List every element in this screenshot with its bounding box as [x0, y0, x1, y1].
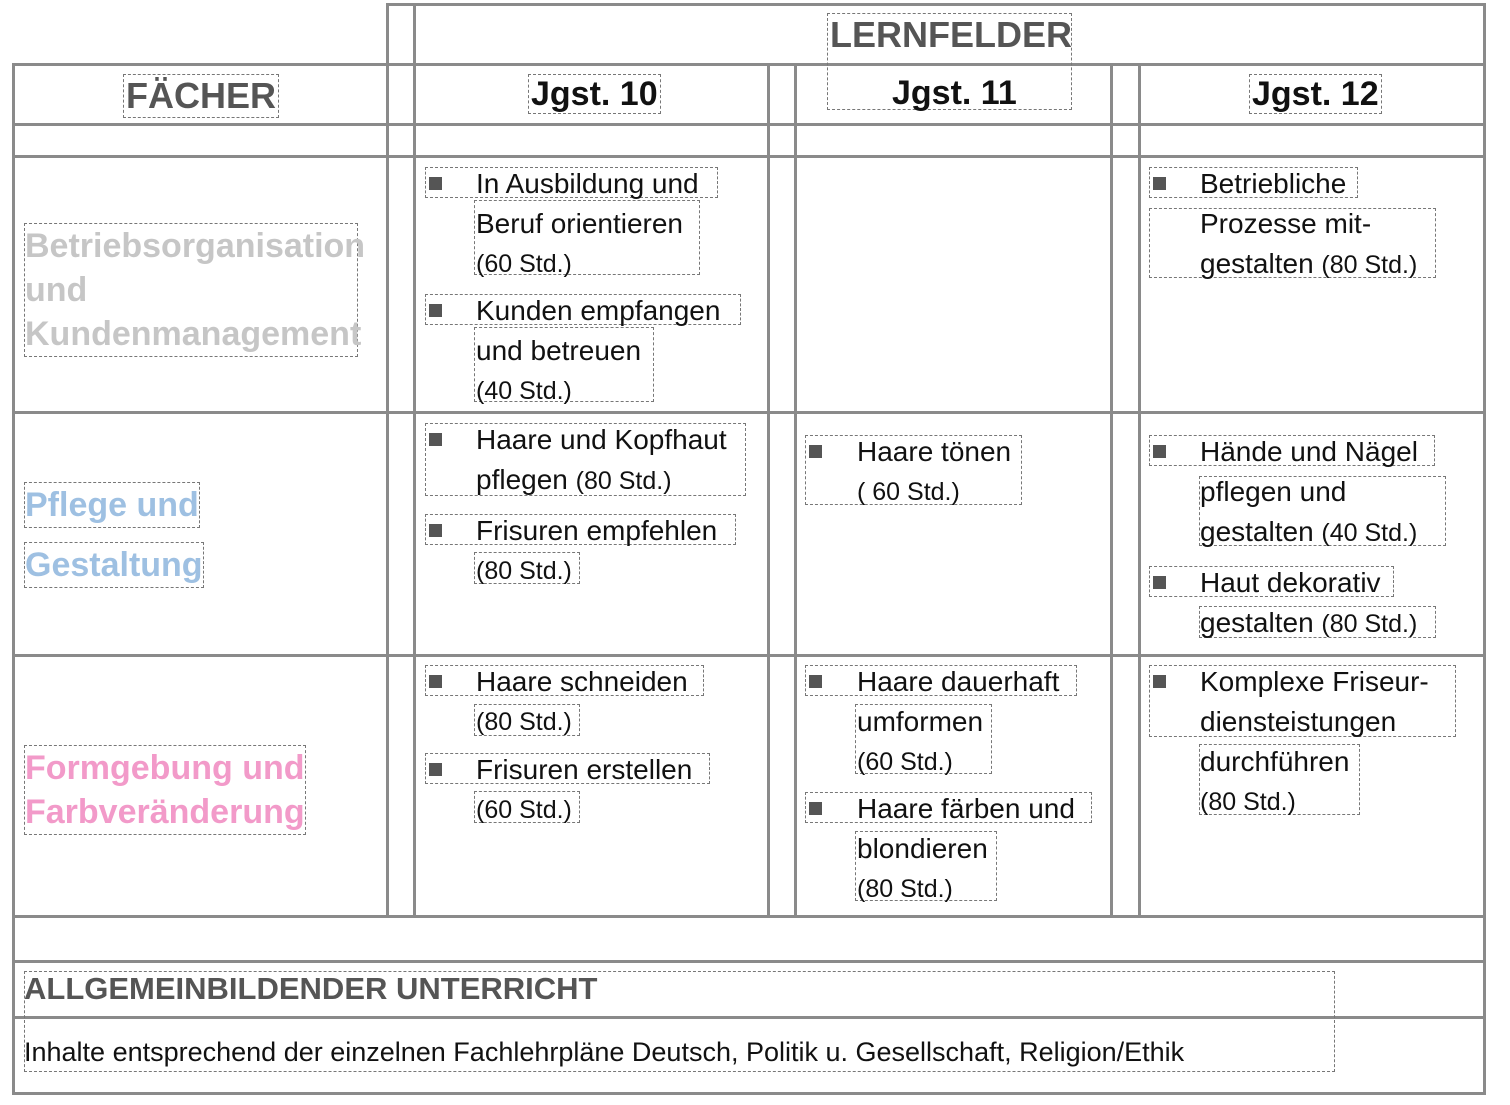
lernfeld-hours: (60 Std.) — [476, 250, 572, 278]
grid-line — [1483, 3, 1486, 1095]
lernfeld-line: umformen — [857, 706, 984, 737]
bullet-square-icon — [809, 802, 822, 815]
subject-line: Gestaltung — [24, 542, 204, 588]
lernfeld-line: Haare und Kopfhaut — [476, 424, 727, 455]
lernfeld-line: Haut dekorativ — [1200, 567, 1381, 598]
subject-line: Pflege und — [24, 482, 200, 528]
allgemein-content: Inhalte entsprechend der einzelnen Fachlehrpläne Deutsch, Politik u. Gesellschaft, Religion/Ethik — [24, 1037, 1185, 1067]
grid-line — [767, 63, 770, 918]
grid-line — [386, 3, 389, 918]
year-label: Jgst. 10 — [531, 75, 658, 113]
lernfeld-frisuren-erstellen — [476, 750, 692, 830]
lernfeld-haare-umformen — [857, 662, 1059, 782]
lernfeld-line: Prozesse mit- — [1200, 208, 1372, 239]
subject-line: Formgebung und — [25, 749, 305, 787]
lernfeld-line: Haare tönen — [857, 436, 1012, 467]
lernfeld-hours: (80 Std.) — [857, 875, 953, 903]
lernfeld-line: Haare färben und — [857, 793, 1075, 824]
bullet-square-icon — [1153, 445, 1166, 458]
bullet-square-icon — [809, 675, 822, 688]
lernfeld-hours: (60 Std.) — [857, 748, 953, 776]
lernfeld-line: Beruf orientieren — [476, 208, 684, 239]
lernfeld-line: gestalten — [1200, 516, 1314, 547]
lernfeld-line: Hände und Nägel — [1200, 436, 1418, 467]
lernfeld-haare-faerben — [857, 789, 1075, 909]
bullet-square-icon — [429, 433, 442, 446]
lernfeld-frisuren-empfehlen — [476, 511, 717, 591]
subject-line: Kundenmanagement — [25, 315, 362, 353]
bullet-square-icon — [1153, 576, 1166, 589]
lernfeld-line: Frisuren erstellen — [476, 754, 693, 785]
lernfelder-heading-text: LERNFELDER — [830, 14, 1072, 55]
bullet-square-icon — [429, 675, 442, 688]
lernfeld-haare-toenen — [857, 432, 1011, 512]
lernfeld-line: durchführen — [1200, 746, 1350, 777]
subject-line: und — [25, 271, 88, 309]
grid-line — [12, 63, 15, 1095]
lernfeld-line: und betreuen — [476, 335, 642, 366]
year-heading-12 — [1249, 74, 1382, 114]
lernfeld-ausbildung — [476, 164, 699, 284]
grid-line — [12, 654, 1486, 657]
year-heading-11 — [890, 74, 1019, 112]
lernfeld-hours: (80 Std.) — [476, 557, 572, 585]
lernfeld-line: Haare dauerhaft — [857, 666, 1060, 697]
lernfeld-line: pflegen und — [1200, 476, 1347, 507]
allgemein-title: ALLGEMEINBILDENDER UNTERRICHT — [24, 971, 598, 1006]
lernfeld-hours: (60 Std.) — [476, 796, 572, 824]
lernfeld-hours: (80 Std.) — [575, 467, 672, 495]
grid-line — [12, 411, 1486, 414]
bullet-square-icon — [429, 177, 442, 190]
grid-line — [12, 63, 1486, 66]
grid-line — [12, 155, 1486, 158]
lernfeld-haare-kopfhaut — [476, 420, 727, 501]
subject-pflege — [24, 482, 204, 588]
faecher-heading — [123, 74, 279, 118]
lernfeld-line: diensteistungen — [1200, 706, 1397, 737]
lernfeld-hours: (40 Std.) — [476, 377, 572, 405]
lernfeld-line: blondieren — [857, 833, 988, 864]
lernfeld-hours: (80 Std.) — [1321, 251, 1418, 279]
year-label: Jgst. 12 — [1252, 75, 1379, 113]
grid-line — [12, 123, 1486, 126]
subject-formgebung — [24, 745, 306, 835]
bullet-square-icon — [429, 763, 442, 776]
bullet-square-icon — [809, 445, 822, 458]
lernfeld-line: pflegen — [476, 464, 568, 495]
lernfeld-hours: (80 Std.) — [1321, 610, 1418, 638]
grid-line — [12, 960, 1486, 963]
grid-line — [12, 915, 1486, 918]
bullet-square-icon — [429, 524, 442, 537]
year-label: Jgst. 11 — [892, 74, 1017, 112]
grid-line — [12, 1092, 1486, 1095]
lernfeld-line: Kunden empfangen — [476, 295, 721, 326]
bullet-square-icon — [429, 304, 442, 317]
lernfeld-line: Frisuren empfehlen — [476, 515, 718, 546]
bullet-square-icon — [1153, 675, 1166, 688]
grid-line — [386, 3, 1486, 6]
lernfeld-hours: (40 Std.) — [1321, 519, 1418, 547]
faecher-heading-text: FÄCHER — [126, 75, 276, 116]
lernfeld-line: Komplexe Friseur- — [1200, 666, 1429, 697]
subject-betriebsorganisation — [24, 223, 366, 357]
lernfeld-komplexe-dienstleistungen — [1200, 662, 1429, 822]
lernfeld-haende-naegel — [1200, 432, 1418, 553]
lernfeld-hours: (80 Std.) — [1200, 788, 1296, 816]
grid-line — [413, 3, 416, 918]
grid-line — [1138, 63, 1141, 918]
bullet-square-icon — [1153, 177, 1166, 190]
lernfeld-hours: ( 60 Std.) — [857, 478, 960, 506]
subject-line: Farbveränderung — [25, 793, 305, 831]
lernfeld-line: gestalten — [1200, 607, 1314, 638]
year-heading-10 — [528, 74, 661, 114]
lernfeld-line: Betriebliche — [1200, 168, 1347, 199]
lernfeld-betriebliche-prozesse — [1200, 164, 1417, 285]
lernfeld-haut-dekorativ — [1200, 563, 1417, 644]
lernfeld-line: Haare schneiden — [476, 666, 688, 697]
grid-line — [794, 63, 797, 918]
lernfeld-haare-schneiden — [476, 662, 688, 742]
lernfeld-kunden — [476, 291, 720, 411]
lernfeld-line: In Ausbildung und — [476, 168, 699, 199]
subject-line: Betriebsorganisation — [25, 227, 366, 265]
grid-line — [1110, 63, 1113, 918]
lernfeld-hours: (80 Std.) — [476, 708, 572, 736]
lernfeld-line: gestalten — [1200, 248, 1314, 279]
